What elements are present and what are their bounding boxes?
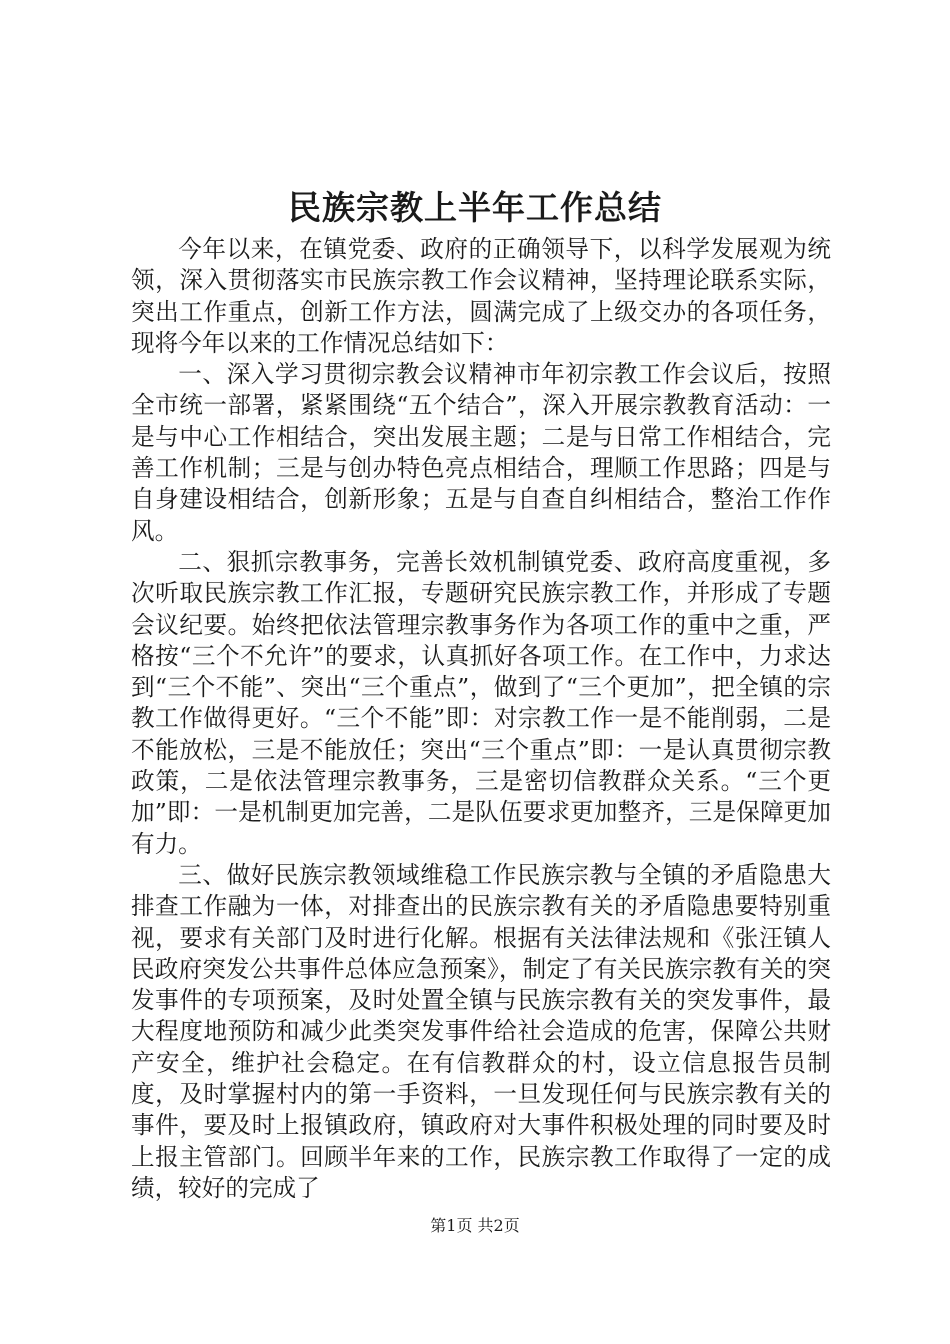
page-footer: 第1页 共2页 — [430, 1216, 520, 1235]
paragraph-section-2: 二、狠抓宗教事务，完善长效机制镇党委、政府高度重视，多次听取民族宗教工作汇报，专题研究民族宗教工作，并形成了专题会议纪要。始终把依法管理宗教事务作为各项工作的重中之重，严格按“三个不允许”的要求，认真抓好各项工作。在工作中，力求达到“三个不能”、突出“三个重点”，做到了“三个更加”，把全镇的宗教工作做得更好。“三个不能”即：对宗教工作一是不能削弱，二是不能放松，三是不能放任；突出“三个重点”即：一是认真贯彻宗教政策，二是依法管理宗教事务，三是密切信教群众关系。“三个更加”即：一是机制更加完善，二是队伍要求更加整齐，三是保障更加有力。 — [131, 547, 831, 858]
paragraph-section-3: 三、做好民族宗教领域维稳工作民族宗教与全镇的矛盾隐患大排查工作融为一体，对排查出的民族宗教有关的矛盾隐患要特别重视，要求有关部门及时进行化解。根据有关法律法规和《张汪镇人民政府突发公共事件总体应急预案》，制定了有关民族宗教有关的突发事件的专项预案，及时处置全镇与民族宗教有关的突发事件，最大程度地预防和减少此类突发事件给社会造成的危害，保障公共财产安全，维护社会稳定。在有信教群众的村，设立信息报告员制度，及时掌握村内的第一手资料，一旦发现任何与民族宗教有关的事件，要及时上报镇政府，镇政府对大事件积极处理的同时要及时上报主管部门。回顾半年来的工作，民族宗教工作取得了一定的成绩，较好的完成了 — [131, 860, 831, 1202]
paragraph-intro: 今年以来，在镇党委、政府的正确领导下，以科学发展观为统领，深入贯彻落实市民族宗教工作会议精神，坚持理论联系实际，突出工作重点，创新工作方法，圆满完成了上级交办的各项任务，现将今年以来的工作情况总结如下： — [131, 235, 831, 357]
paragraph-section-1: 一、深入学习贯彻宗教会议精神市年初宗教工作会议后，按照全市统一部署，紧紧围绕“五个结合”，深入开展宗教教育活动：一是与中心工作相结合，突出发展主题；二是与日常工作相结合，完善工作机制；三是与创办特色亮点相结合，理顺工作思路；四是与自身建设相结合，创新形象；五是与自查自纠相结合，整治工作作风。 — [131, 360, 831, 545]
document-title: 民族宗教上半年工作总结 — [288, 188, 662, 227]
document-body — [131, 234, 831, 1204]
